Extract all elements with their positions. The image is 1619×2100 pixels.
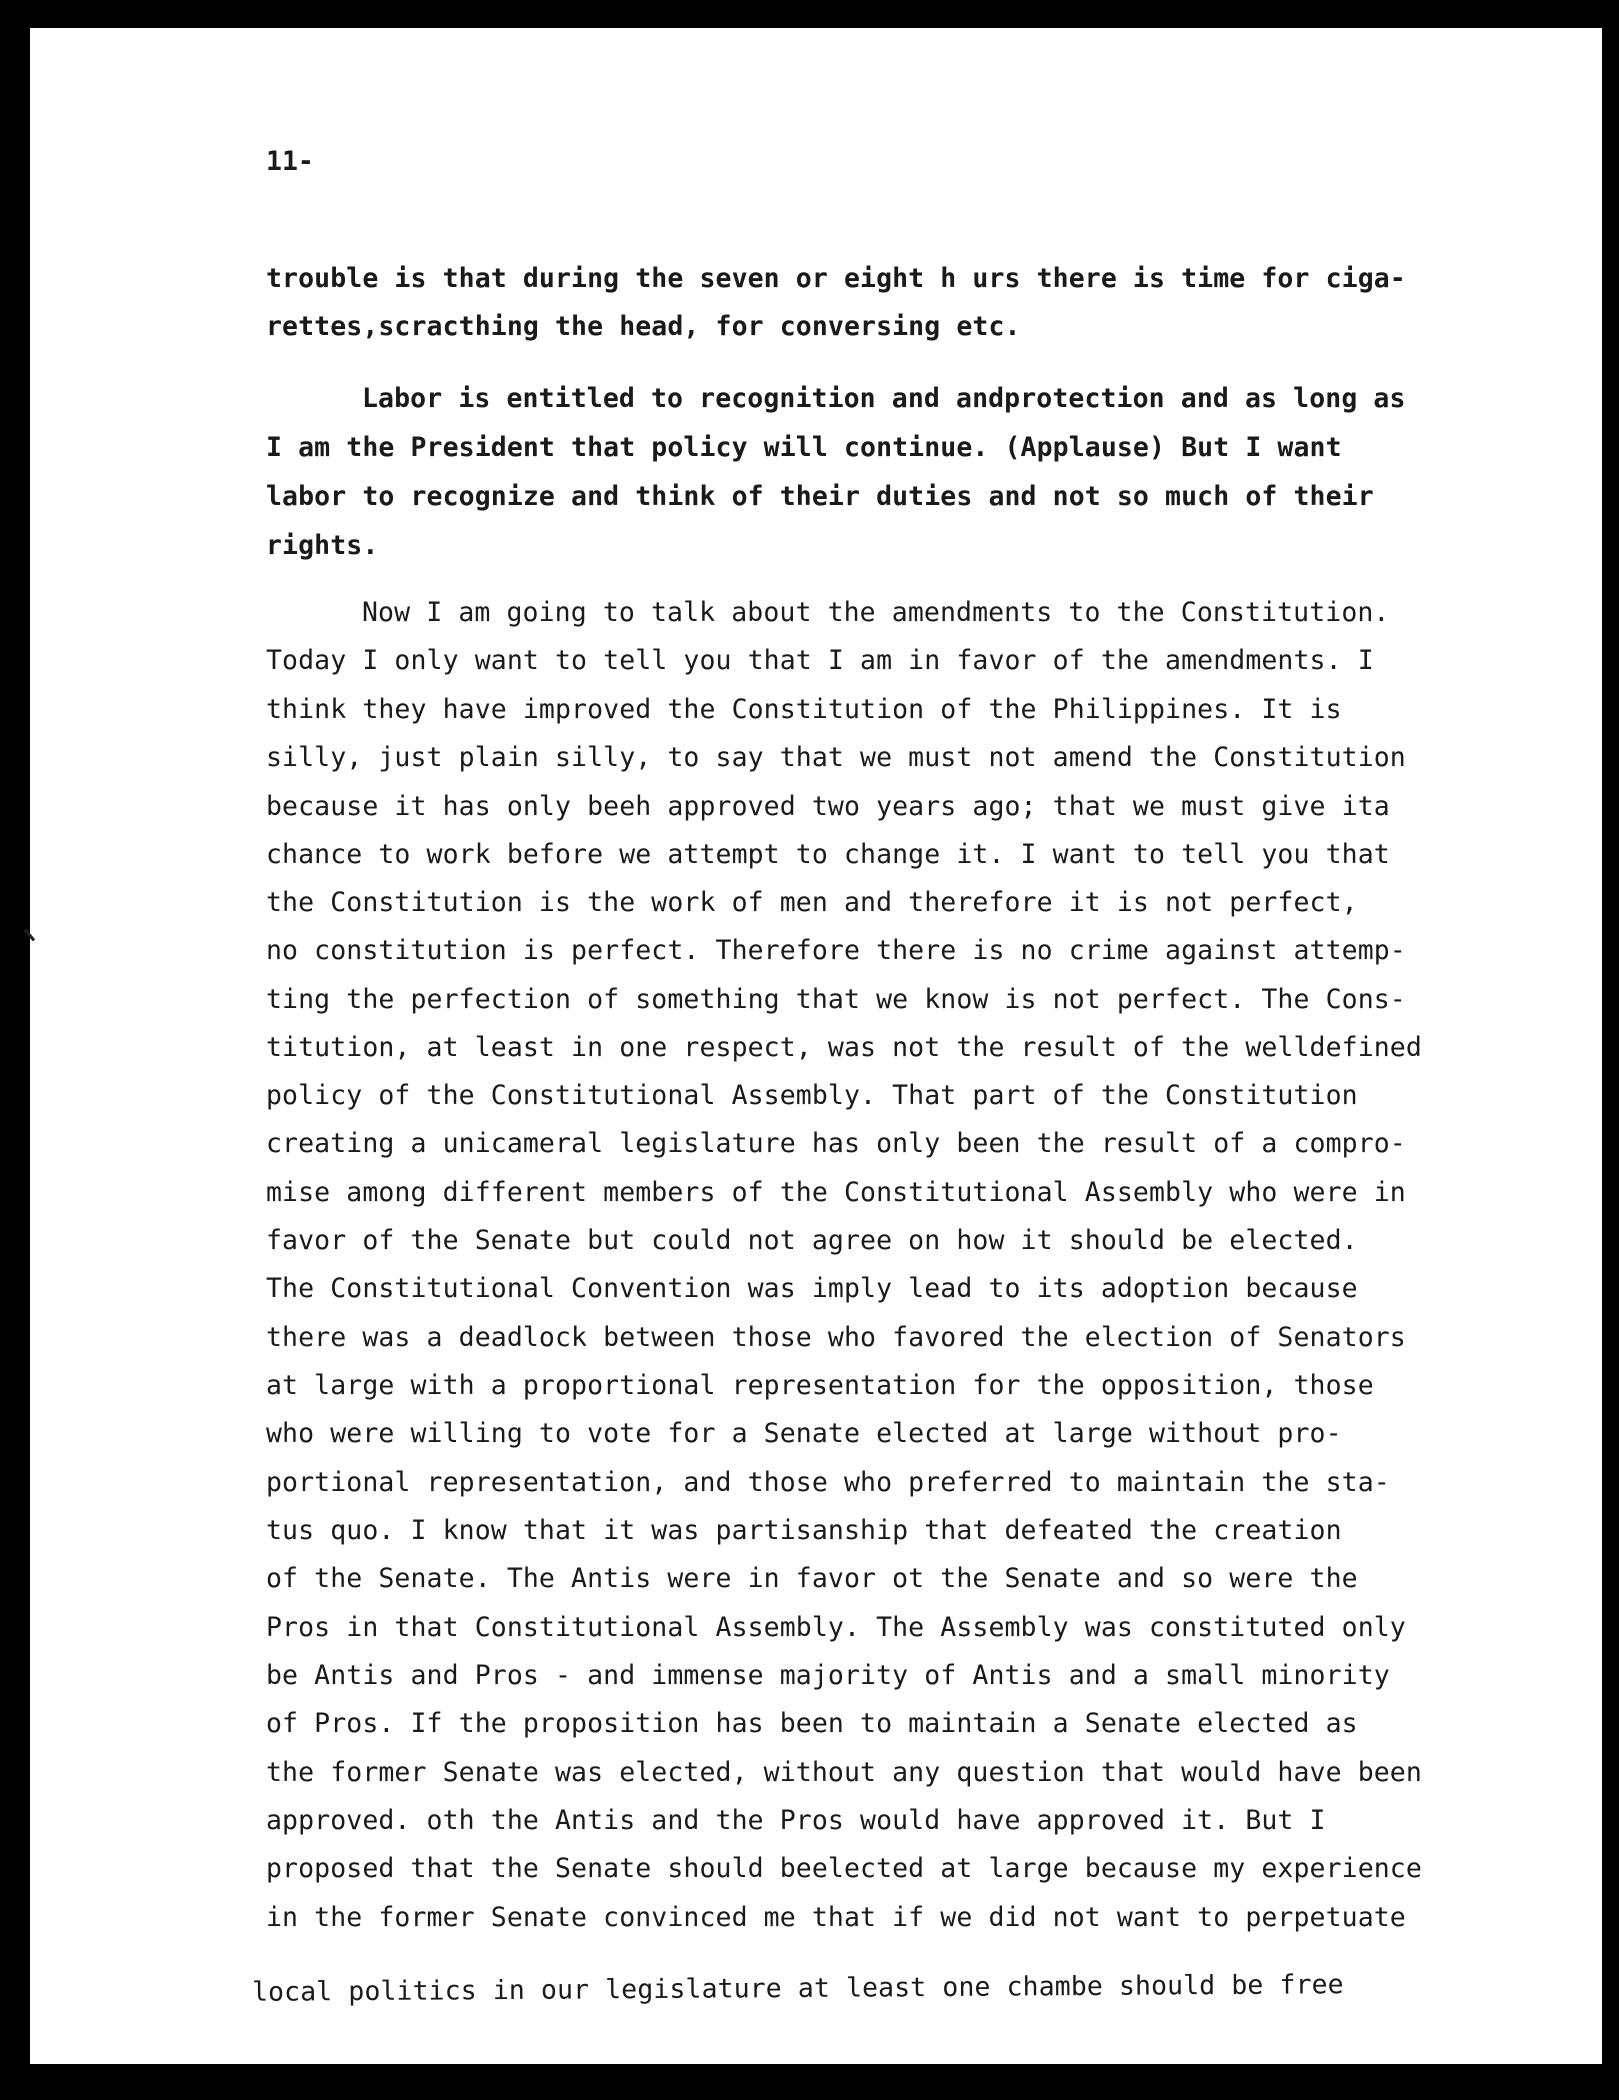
text-line: proposed that the Senate should beelected at large because my experience <box>266 1853 1422 1884</box>
page-number: 11- <box>266 146 314 177</box>
text-line: policy of the Constitutional Assembly. That part of the Constitution <box>266 1080 1358 1111</box>
text-line: of Pros. If the proposition has been to maintain a Senate elected as <box>266 1708 1358 1739</box>
text-line: I am the President that policy will continue. (Applause) But I want <box>266 432 1342 463</box>
text-line: tus quo. I know that it was partisanship that defeated the creation <box>266 1515 1342 1546</box>
text-line: in the former Senate convinced me that if we did not want to perpetuate <box>266 1902 1406 1933</box>
text-line: creating a unicameral legislature has only been the result of a compro- <box>266 1128 1406 1159</box>
text-line: there was a deadlock between those who favored the election of Senators <box>266 1322 1406 1353</box>
text-line: the Constitution is the work of men and therefore it is not perfect, <box>266 887 1358 918</box>
text-line: labor to recognize and think of their duties and not so much of their <box>266 481 1374 512</box>
text-line: be Antis and Pros - and immense majority of Antis and a small minority <box>266 1660 1390 1691</box>
text-line: portional representation, and those who preferred to maintain the sta- <box>266 1467 1390 1498</box>
text-line: trouble is that during the seven or eight h urs there is time for ciga- <box>266 263 1406 294</box>
text-line: approved. oth the Antis and the Pros would have approved it. But I <box>266 1805 1326 1836</box>
text-line: rights. <box>266 530 379 561</box>
text-line: think they have improved the Constitution of the Philippines. It is <box>266 694 1342 725</box>
text-line: The Constitutional Convention was imply lead to its adoption because <box>266 1273 1358 1304</box>
text-line: mise among different members of the Constitutional Assembly who were in <box>266 1177 1406 1208</box>
text-line: at large with a proportional representation for the opposition, those <box>266 1370 1374 1401</box>
text-line: because it has only beeh approved two years ago; that we must give ita <box>266 791 1390 822</box>
text-line: rettes,scracthing the head, for conversing etc. <box>266 311 1021 342</box>
text-line: the former Senate was elected, without any question that would have been <box>266 1757 1422 1788</box>
text-line: Pros in that Constitutional Assembly. The Assembly was constituted only <box>266 1612 1406 1643</box>
text-line: chance to work before we attempt to change it. I want to tell you that <box>266 839 1390 870</box>
text-line: local politics in our legislature at least one chambe should be free <box>251 1969 1344 2008</box>
text-line: of the Senate. The Antis were in favor ot the Senate and so were the <box>266 1563 1358 1594</box>
text-line: silly, just plain silly, to say that we must not amend the Constitution <box>266 742 1406 773</box>
text-line: who were willing to vote for a Senate elected at large without pro- <box>266 1418 1342 1449</box>
text-line: no constitution is perfect. Therefore there is no crime against attemp- <box>266 935 1406 966</box>
text-line: favor of the Senate but could not agree on how it should be elected. <box>266 1225 1358 1256</box>
document-page <box>30 28 1602 2064</box>
text-line: Labor is entitled to recognition and andprotection and as long as <box>362 383 1406 414</box>
text-line: ting the perfection of something that we know is not perfect. The Cons- <box>266 984 1406 1015</box>
text-line: titution, at least in one respect, was not the result of the welldefined <box>266 1032 1422 1063</box>
text-line: Now I am going to talk about the amendments to the Constitution. <box>362 597 1390 628</box>
text-line: Today I only want to tell you that I am in favor of the amendments. I <box>266 645 1374 676</box>
